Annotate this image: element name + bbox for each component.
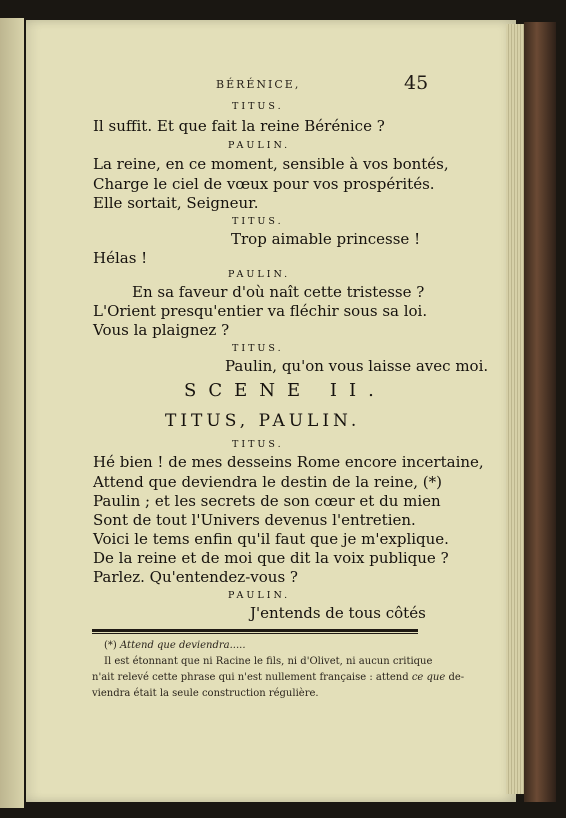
verse-line: J'entends de tous côtés xyxy=(250,604,426,622)
footnote-line: Il est étonnant que ni Racine le fils, ni d'Olivet, ni aucun critique xyxy=(104,656,433,667)
footnote-line-end: de- xyxy=(445,672,465,683)
book-cover-edge xyxy=(524,22,556,802)
footnote-quote: Attend que deviendra..... xyxy=(120,640,246,651)
page-number: 45 xyxy=(404,72,429,94)
verse-line: Il suffit. Et que fait la reine Bérénice ? xyxy=(93,117,385,135)
verse-line: Elle sortait, Seigneur. xyxy=(93,194,259,212)
verse-line: Paulin, qu'on vous laisse avec moi. xyxy=(225,357,489,375)
verse-line: Attend que deviendra le destin de la reine, (*) xyxy=(93,473,442,491)
verse-line: Parlez. Qu'entendez-vous ? xyxy=(93,568,298,586)
footnote-marker: (*) xyxy=(104,640,117,651)
verse-line: Trop aimable princesse ! xyxy=(231,230,421,248)
speaker-label: PAULIN. xyxy=(228,269,291,280)
speaker-label: PAULIN. xyxy=(228,140,291,151)
footnote-line: viendra était la seule construction régulière. xyxy=(92,688,319,699)
verse-line: Charge le ciel de vœux pour vos prospérités. xyxy=(93,175,435,193)
running-title: BÉRÉNICE, xyxy=(216,78,301,91)
verse-line: L'Orient presqu'entier va fléchir sous sa loi. xyxy=(93,302,428,320)
footnote-rule-thin xyxy=(92,633,418,634)
verse-line: En sa faveur d'où naît cette tristesse ? xyxy=(132,283,425,301)
facing-page-edge xyxy=(0,18,24,808)
scene-heading: SCENE II. xyxy=(184,380,386,401)
page-block-edges xyxy=(506,24,524,794)
verse-line: Hélas ! xyxy=(93,249,148,267)
footnote-rule xyxy=(92,629,418,632)
verse-line: La reine, en ce moment, sensible à vos bontés, xyxy=(93,155,449,173)
verse-line: De la reine et de moi que dit la voix publique ? xyxy=(93,549,449,567)
speaker-label: TITUS. xyxy=(232,343,284,354)
verse-line: Voici le tems enfin qu'il faut que je m'explique. xyxy=(93,530,449,548)
verse-line: Hé bien ! de mes desseins Rome encore incertaine, xyxy=(93,453,484,471)
footnote-line: n'ait relevé cette phrase qui n'est nullement française : attend xyxy=(92,672,412,683)
scene-characters: TITUS, PAULIN. xyxy=(165,411,361,431)
speaker-label: TITUS. xyxy=(232,439,284,450)
footnote-emphasis: ce que xyxy=(411,672,446,683)
verse-line: Sont de tout l'Univers devenus l'entretien. xyxy=(93,511,416,529)
verse-line: Paulin ; et les secrets de son cœur et du mien xyxy=(93,492,441,510)
speaker-label: PAULIN. xyxy=(228,590,291,601)
speaker-label: TITUS. xyxy=(232,101,284,112)
verse-line: Vous la plaignez ? xyxy=(93,321,230,339)
page-header xyxy=(0,72,566,96)
speaker-label: TITUS. xyxy=(232,216,284,227)
